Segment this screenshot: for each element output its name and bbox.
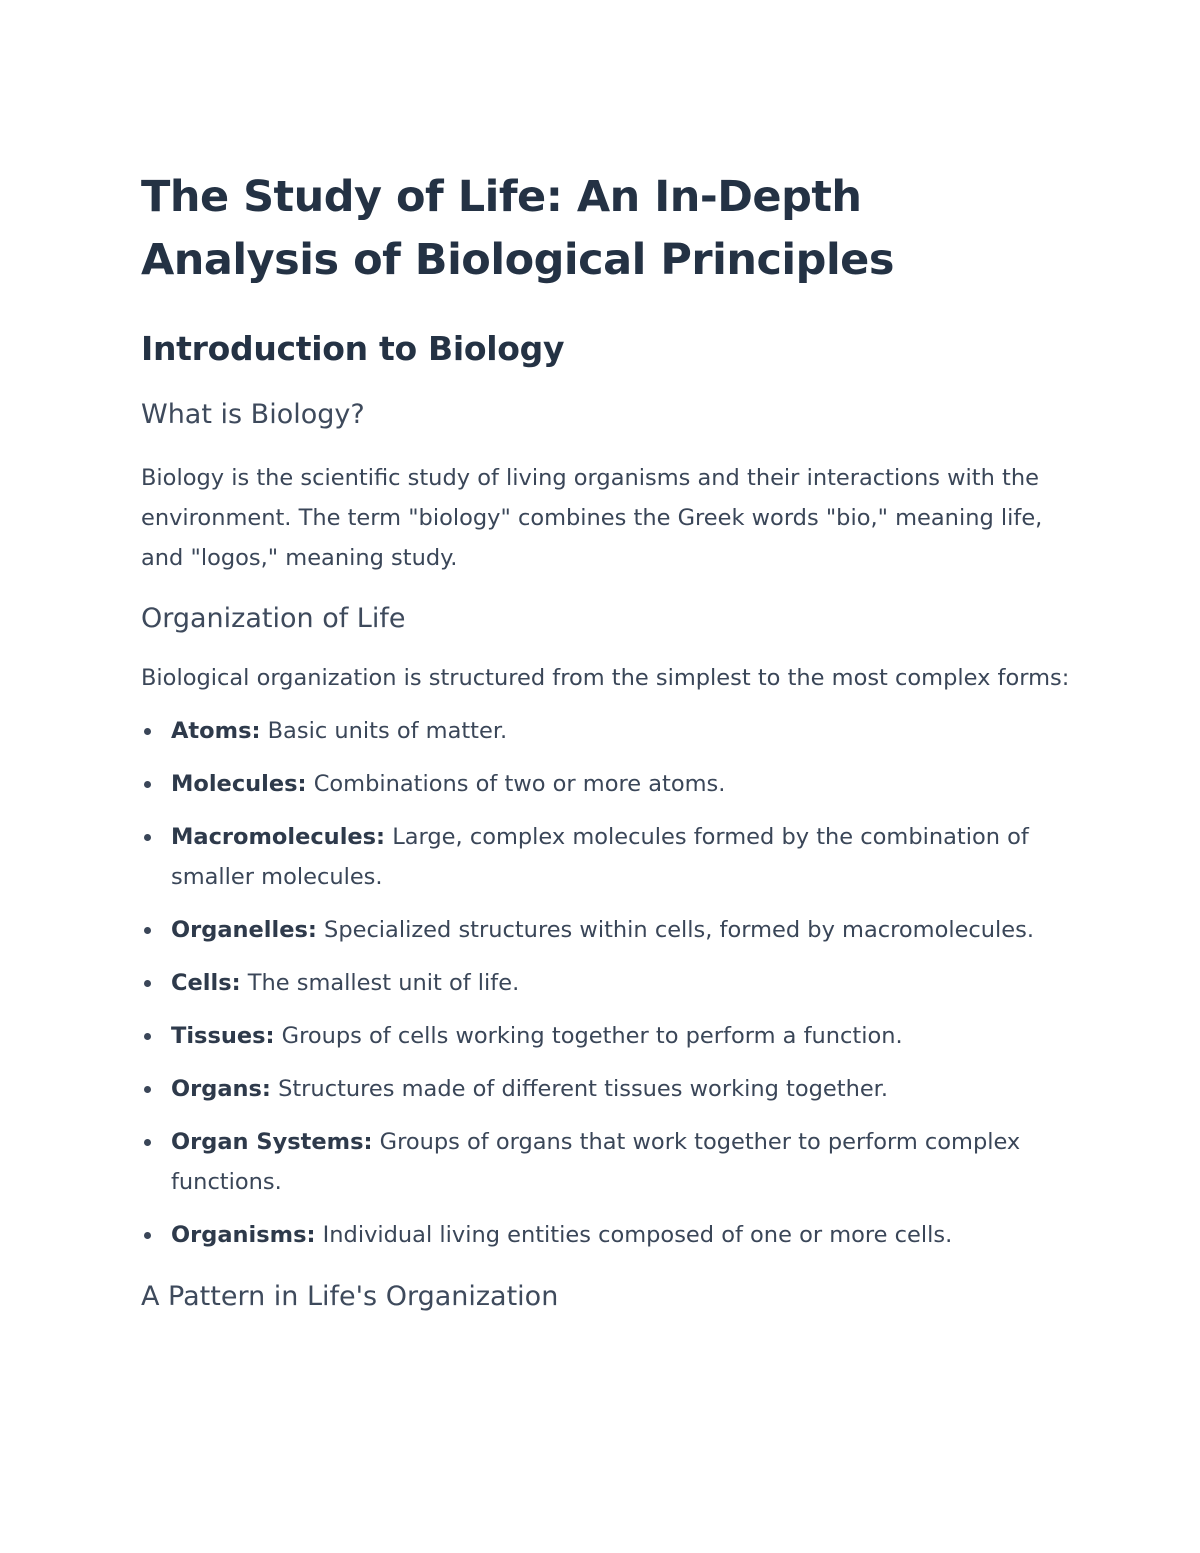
list-item-atoms [141, 711, 1071, 751]
list-item-tissues [141, 1016, 1071, 1056]
list-item-molecules [141, 764, 1071, 804]
list-item-organs [141, 1069, 1071, 1109]
bullet-icon [144, 1139, 151, 1146]
list-item-organelles [141, 910, 1071, 950]
bullet-icon [144, 728, 151, 735]
list-item-term: Molecules: [171, 771, 307, 797]
list-item-term: Organ Systems: [171, 1129, 373, 1155]
list-item-term: Organelles: [171, 917, 317, 943]
list-item-description: Basic units of matter. [267, 718, 508, 744]
list-item-description: The smallest unit of life. [247, 970, 520, 996]
list-item-macromolecules [141, 817, 1071, 897]
bullet-icon [144, 980, 151, 987]
list-item-term: Atoms: [171, 718, 261, 744]
document-title: The Study of Life: An In-Depth Analysis of Biological Principles [141, 172, 894, 285]
bullet-icon [144, 927, 151, 934]
paragraph-what-is-biology: Biology is the scientific study of living organisms and their interactions with the environment. The term "biology" combines the Greek words "bio," meaning life, and "logos," meaning study. [141, 465, 1043, 571]
list-item-term: Organs: [171, 1076, 271, 1102]
list-item-description: Groups of organs that work together to perform complex functions. [171, 1129, 1021, 1195]
list-item-organisms [141, 1215, 1071, 1255]
bullet-icon [144, 781, 151, 788]
list-item-description: Specialized structures within cells, formed by macromolecules. [324, 917, 1035, 943]
bullet-icon [144, 1086, 151, 1093]
bullet-icon [144, 1232, 151, 1239]
list-item-description: Structures made of different tissues working together. [278, 1076, 889, 1102]
subheading-what-is-biology: What is Biology? [141, 399, 365, 430]
bullet-icon [144, 834, 151, 841]
subheading-organization-of-life: Organization of Life [141, 603, 406, 634]
section-heading-introduction: Introduction to Biology [141, 329, 565, 368]
list-item-description: Combinations of two or more atoms. [313, 771, 726, 797]
list-item-description: Large, complex molecules formed by the combination of smaller molecules. [171, 824, 1029, 890]
list-item-organ-systems [141, 1122, 1071, 1202]
paragraph-organization-of-life: Biological organization is structured from the simplest to the most complex forms: [141, 665, 1070, 691]
organization-levels-list [141, 711, 1071, 1255]
list-item-term: Organisms: [171, 1222, 316, 1248]
subheading-pattern-in-organization: A Pattern in Life's Organization [141, 1281, 559, 1312]
list-item-description: Individual living entities composed of one or more cells. [322, 1222, 953, 1248]
list-item-term: Macromolecules: [171, 824, 386, 850]
bullet-icon [144, 1033, 151, 1040]
list-item-cells [141, 963, 1071, 1003]
list-item-description: Groups of cells working together to perform a function. [281, 1023, 903, 1049]
list-item-term: Cells: [171, 970, 241, 996]
document-content [141, 166, 1071, 1316]
list-item-term: Tissues: [171, 1023, 275, 1049]
